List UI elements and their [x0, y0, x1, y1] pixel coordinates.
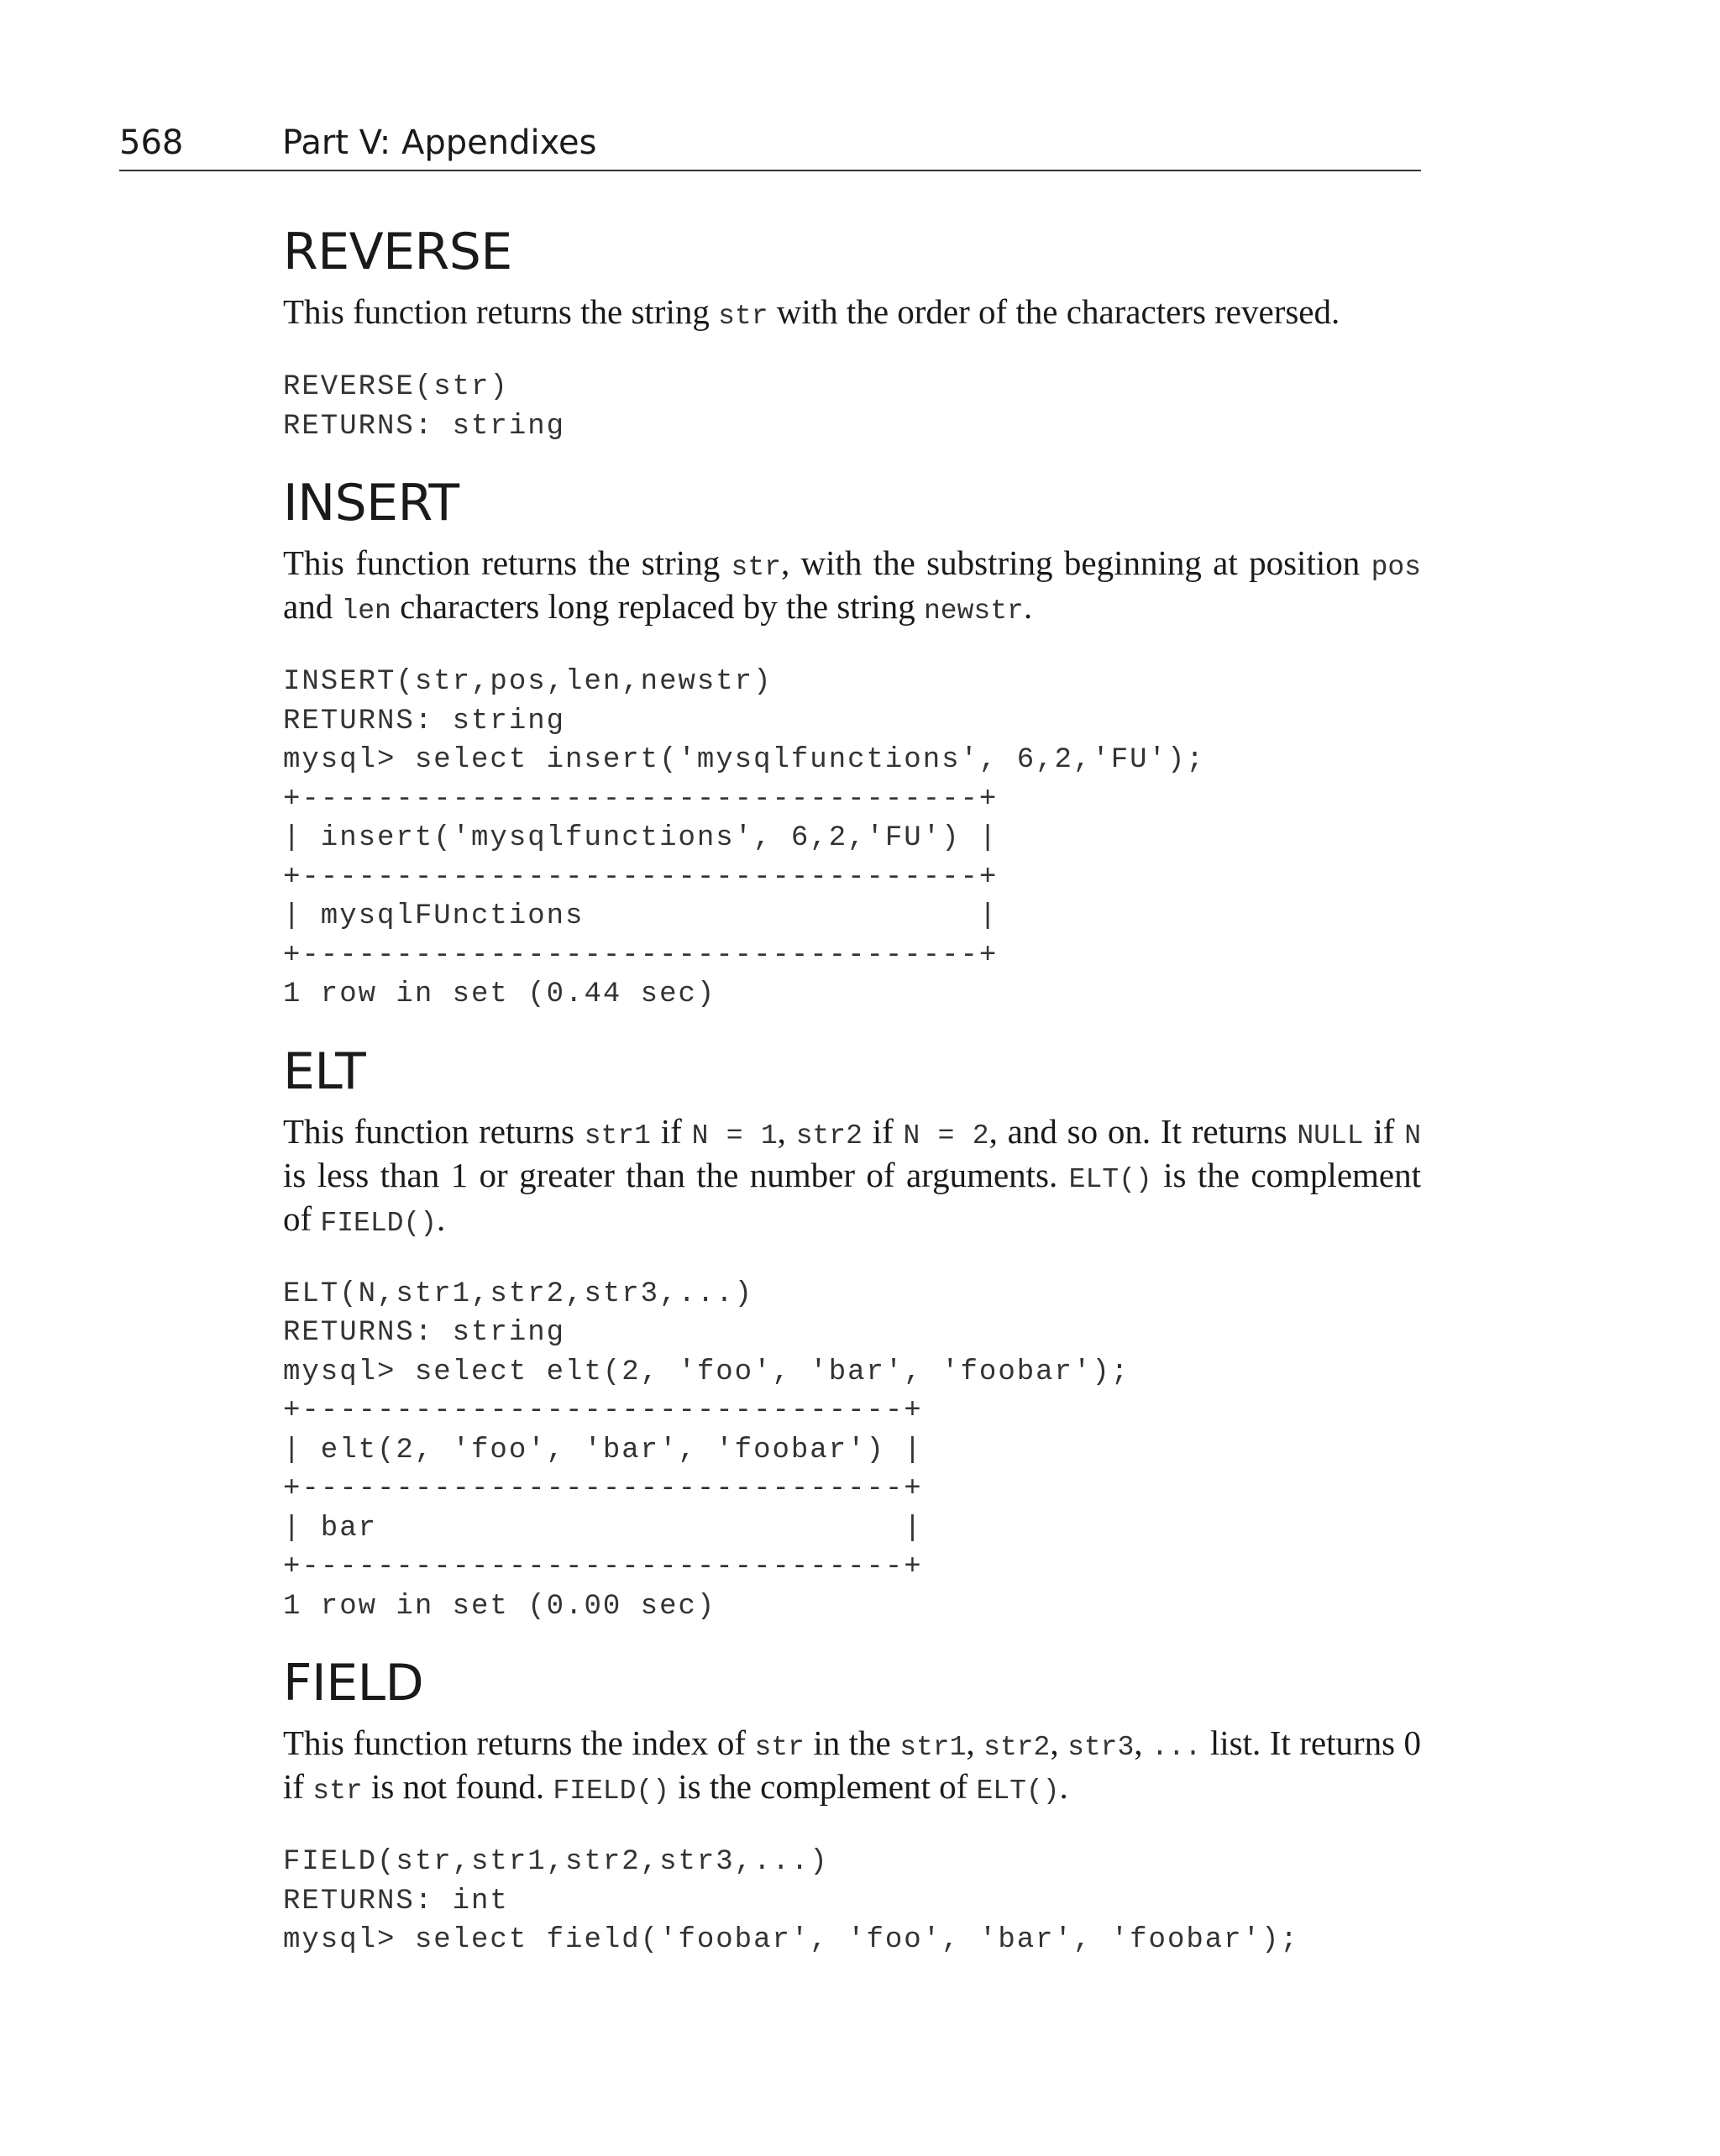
code-line: +------------------------------------+ — [283, 939, 999, 972]
prose-text: with the order of the characters reversed. — [768, 292, 1340, 331]
prose-text: is the complement of — [669, 1767, 977, 1806]
prose-text: if — [862, 1111, 904, 1151]
section-heading: INSERT — [283, 474, 459, 532]
code-line: | mysqlFUnctions | — [283, 900, 999, 932]
code-block — [283, 1843, 1421, 1960]
prose-text: if — [1363, 1111, 1405, 1151]
section-description — [283, 292, 1421, 336]
inline-code: str — [312, 1776, 363, 1807]
code-line: | insert('mysqlfunctions', 6,2,'FU') | — [283, 822, 999, 854]
code-line: INSERT(str,pos,len,newstr) — [283, 666, 773, 698]
section-elt — [283, 1040, 1421, 1627]
section-reverse — [283, 220, 1421, 446]
prose-text: This function returns — [283, 1111, 585, 1151]
prose-text: in the — [804, 1723, 900, 1762]
inline-code: N = 2 — [903, 1120, 989, 1151]
inline-code: str2 — [983, 1732, 1051, 1763]
code-block — [283, 368, 1421, 446]
inline-code: str — [718, 301, 768, 332]
prose-text: if — [650, 1111, 692, 1151]
inline-code: FIELD() — [553, 1776, 669, 1807]
inline-code: str2 — [795, 1120, 863, 1151]
code-line: 1 row in set (0.44 sec) — [283, 978, 716, 1010]
inline-code: ELT() — [1068, 1163, 1152, 1195]
page-content — [283, 220, 1421, 1960]
code-line: RETURNS: string — [283, 1317, 566, 1349]
section-heading: REVERSE — [283, 223, 512, 281]
inline-code: str — [754, 1732, 805, 1763]
prose-text: is the complement of — [283, 1155, 1422, 1238]
section-description — [283, 1723, 1421, 1811]
prose-text: , — [777, 1111, 796, 1151]
inline-code: N = 1 — [691, 1120, 778, 1151]
code-line: RETURNS: int — [283, 1885, 509, 1917]
part-title: Part V: Appendixes — [282, 123, 597, 162]
code-line: RETURNS: string — [283, 410, 566, 443]
inline-code: NULL — [1297, 1120, 1364, 1151]
prose-text: characters long replaced by the string — [391, 587, 924, 626]
code-block — [283, 1275, 1421, 1627]
prose-text: , and so on. It returns — [988, 1111, 1298, 1151]
code-line: +------------------------------------+ — [283, 861, 999, 894]
section-heading: FIELD — [283, 1654, 424, 1713]
code-line: mysql> select field('foobar', 'foo', 'bar', 'foobar'); — [283, 1924, 1299, 1956]
code-line: mysql> select insert('mysqlfunctions', 6,2,'FU'); — [283, 744, 1205, 776]
prose-text: , — [1134, 1723, 1152, 1762]
code-line: mysql> select elt(2, 'foo', 'bar', 'foobar'); — [283, 1356, 1130, 1388]
running-header — [119, 116, 1421, 171]
prose-text: This function returns the index of — [283, 1723, 755, 1762]
code-line: | elt(2, 'foo', 'bar', 'foobar') | — [283, 1434, 923, 1466]
code-line: RETURNS: string — [283, 705, 566, 737]
inline-code: len — [341, 595, 391, 627]
inline-code: ... — [1151, 1732, 1202, 1763]
prose-text: list. It returns 0 if — [283, 1723, 1422, 1806]
code-line: +--------------------------------+ — [283, 1395, 923, 1427]
inline-code: str3 — [1067, 1732, 1135, 1763]
code-line: +------------------------------------+ — [283, 783, 999, 816]
inline-code: str1 — [899, 1732, 967, 1763]
section-insert — [283, 471, 1421, 1015]
code-line: FIELD(str,str1,str2,str3,...) — [283, 1846, 829, 1878]
code-line: REVERSE(str) — [283, 371, 509, 403]
prose-text: , — [966, 1723, 984, 1762]
page-number: 568 — [119, 123, 184, 162]
section-description — [283, 543, 1421, 631]
inline-code: newstr — [923, 595, 1024, 627]
prose-text: is less than 1 or greater than the number of arguments. — [283, 1155, 1069, 1194]
prose-text: This function returns the string — [283, 292, 719, 331]
inline-code: FIELD() — [320, 1207, 438, 1239]
inline-code: N — [1404, 1120, 1421, 1151]
inline-code: pos — [1371, 552, 1421, 583]
section-field — [283, 1651, 1421, 1960]
code-line: +--------------------------------+ — [283, 1473, 923, 1505]
inline-code: ELT() — [976, 1776, 1060, 1807]
section-description — [283, 1112, 1421, 1243]
prose-text: is not found. — [362, 1767, 553, 1806]
inline-code: str — [731, 552, 781, 583]
code-line: ELT(N,str1,str2,str3,...) — [283, 1277, 754, 1310]
prose-text: This function returns the string — [283, 543, 732, 582]
code-line: +--------------------------------+ — [283, 1551, 923, 1583]
prose-text: . — [1023, 587, 1033, 626]
code-line: | bar | — [283, 1512, 923, 1545]
inline-code: str1 — [584, 1120, 651, 1151]
prose-text: , with the substring beginning at position — [780, 543, 1371, 582]
code-block — [283, 663, 1421, 1015]
prose-text: and — [283, 587, 342, 626]
section-heading: ELT — [283, 1041, 366, 1101]
prose-text: , — [1050, 1723, 1068, 1762]
prose-text: . — [1059, 1767, 1068, 1806]
code-line: 1 row in set (0.00 sec) — [283, 1590, 716, 1623]
prose-text: . — [437, 1199, 446, 1238]
